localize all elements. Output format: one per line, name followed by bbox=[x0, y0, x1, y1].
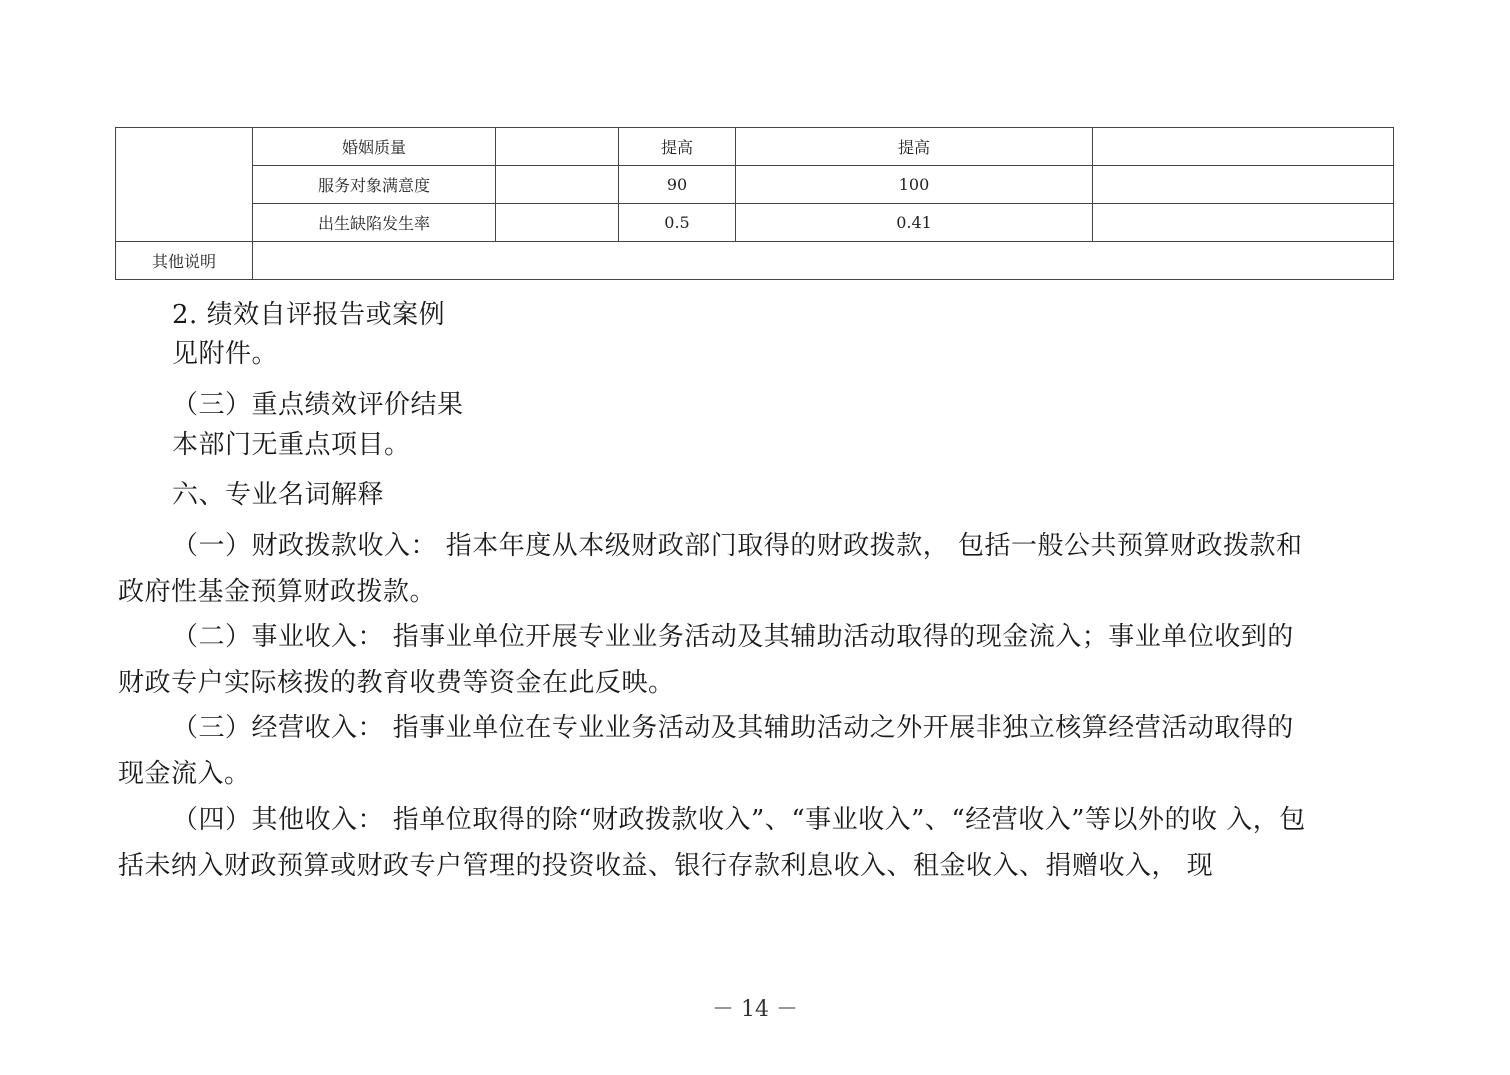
definition-line: （三）经营收入： 指事业单位在专业业务活动及其辅助活动之外开展非独立核算经营活动取得的 bbox=[172, 713, 1294, 743]
definition-line: 政府性基金预算财政拨款。 bbox=[118, 577, 437, 607]
target-value: 提高 bbox=[619, 128, 736, 166]
indicator-name: 服务对象满意度 bbox=[253, 166, 496, 204]
definition-line: 现金流入。 bbox=[118, 759, 251, 789]
section-heading: 六、专业名词解释 bbox=[172, 480, 385, 510]
section-heading: （三）重点绩效评价结果 bbox=[172, 390, 464, 420]
indicator-name: 出生缺陷发生率 bbox=[253, 204, 496, 242]
page-number: － 14 － bbox=[712, 997, 798, 1022]
table-cell-empty bbox=[496, 128, 619, 166]
table-cell-empty bbox=[1093, 128, 1394, 166]
actual-value: 0.41 bbox=[736, 204, 1093, 242]
indicator-name: 婚姻质量 bbox=[253, 128, 496, 166]
table-cell-empty bbox=[1093, 166, 1394, 204]
definition-line: 括未纳入财政预算或财政专户管理的投资收益、银行存款利息收入、租金收入、捐赠收入， 现 bbox=[118, 851, 1214, 881]
paragraph: 本部门无重点项目。 bbox=[172, 430, 411, 460]
target-value: 0.5 bbox=[619, 204, 736, 242]
target-value: 90 bbox=[619, 166, 736, 204]
table-row bbox=[116, 128, 1394, 166]
table-row bbox=[116, 242, 1394, 280]
definition-line: 财政专户实际核拨的教育收费等资金在此反映。 bbox=[118, 668, 675, 698]
table-cell-empty bbox=[496, 166, 619, 204]
performance-indicator-table bbox=[115, 127, 1394, 280]
table-row bbox=[116, 204, 1394, 242]
table-cell-empty bbox=[1093, 204, 1394, 242]
other-notes-label: 其他说明 bbox=[116, 242, 253, 280]
actual-value: 100 bbox=[736, 166, 1093, 204]
table-cell-empty bbox=[496, 204, 619, 242]
paragraph: 见附件。 bbox=[172, 339, 279, 369]
section-heading: 2. 绩效自评报告或案例 bbox=[172, 300, 446, 330]
table-row bbox=[116, 166, 1394, 204]
definition-line: （四）其他收入： 指单位取得的除“财政拨款收入”、“事业收入”、“经营收入”等以外的收 入，包 bbox=[172, 805, 1306, 835]
definition-line: （二）事业收入： 指事业单位开展专业业务活动及其辅助活动取得的现金流入；事业单位收到的 bbox=[172, 622, 1294, 652]
actual-value: 提高 bbox=[736, 128, 1093, 166]
other-notes-value bbox=[253, 242, 1394, 280]
definition-line: （一）财政拨款收入： 指本年度从本级财政部门取得的财政拨款， 包括一般公共预算财政拨款和 bbox=[172, 531, 1303, 561]
table-cell-merged bbox=[116, 128, 253, 242]
